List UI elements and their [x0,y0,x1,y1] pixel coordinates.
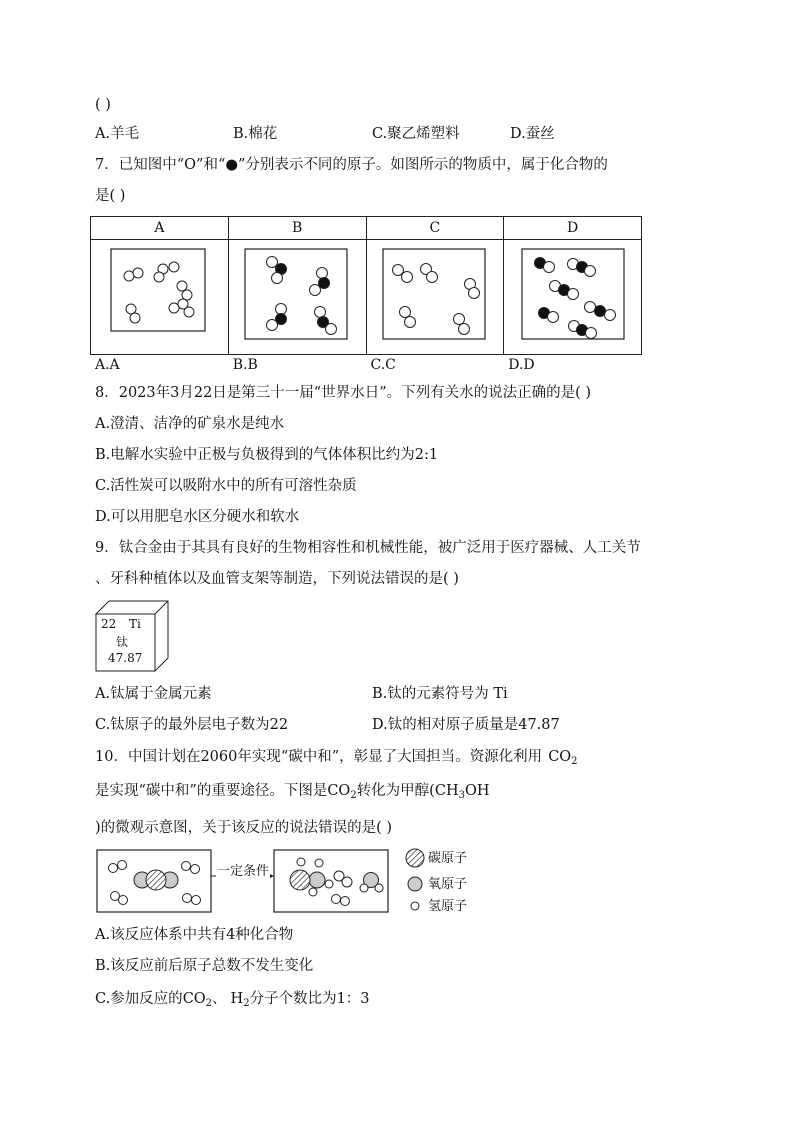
q9-option-b: B.钛的元素符号为 Ti [372,686,508,702]
q10-option-b: B.该反应前后原子总数不发生变化 [95,958,314,974]
element-atomic-mass: 47.87 [108,651,143,665]
legend-carbon: 碳原子 [428,851,468,866]
q10-option-c-b: 、 [212,991,227,1007]
co2-sub: 2 [571,756,578,767]
q6-option-c: C.聚乙烯塑料 [372,126,460,142]
q7-cell-d [504,240,642,373]
co2-sub-2: 2 [350,790,357,801]
q10-stem-line1-text: 10．中国计划在2060年实现“碳中和”，彰显了大国担当。资源化利用 [95,749,543,765]
q7-option-a: A.A [95,357,120,373]
q9-option-c: C.钛原子的最外层电子数为22 [95,717,289,733]
q10-stem-line2-a: 是实现“碳中和”的重要途径。下图是 [95,783,328,799]
q10-stem-line1 [95,747,578,772]
co2-sub-3: 2 [205,998,213,1009]
q8-option-c: C.活性炭可以吸附水中的所有可溶性杂质 [95,478,357,494]
q7-cell-b [228,240,366,373]
q7-stem-line2: 是( ) [95,188,126,204]
q6-paren: ( ) [95,97,111,113]
q7-header-b: B [228,217,366,240]
q7-option-c: C.C [370,357,396,373]
q10-option-c-c: 分子个数比为1：3 [249,991,370,1007]
reaction-condition-label: 一定条件 [216,862,270,882]
q7-diagram-a [91,240,229,354]
q9-stem-line1: 9．钛合金由于其具有良好的生物相容性和机械性能，被广泛用于医疗器械、人工关节 [95,540,641,556]
q7-table [90,216,642,373]
q7-option-b: B.B [232,357,258,373]
q10-stem-line2-b: 转化为甲醇(CH [356,783,459,799]
q8-option-b: B.电解水实验中正极与负极得到的气体体积比约为2:1 [95,447,439,463]
co2-co: CO [548,749,572,765]
q6-option-b: B.棉花 [233,126,278,142]
legend-oxygen: 氧原子 [428,877,468,892]
q8-stem: 8．2023年3月22日是第三十一届“世界水日”。下列有关水的说法正确的是( ) [95,385,592,401]
q7-header-c: C [366,217,504,240]
q9-option-d: D.钛的相对原子质量是47.87 [372,717,560,733]
q7-stem-line1: 7．已知图中“O”和“●”分别表示不同的原子。如图所示的物质中，属于化合物的 [95,157,608,173]
q10-stem-line2 [95,781,490,806]
co2-formula [548,749,577,765]
q7-diagram-d [504,240,642,354]
legend-hydrogen: 氢原子 [428,899,468,914]
q6-option-d: D.蚕丝 [510,126,555,142]
q10-option-c [95,989,370,1014]
h2-h: H [230,991,244,1007]
q7-header-d: D [504,217,642,240]
q7-cell-c [366,240,504,373]
h2-sub: 2 [243,998,250,1009]
q9-option-a: A.钛属于金属元素 [95,686,212,702]
legend-symbols [403,846,427,918]
q7-cell-a [91,240,229,373]
q7-diagram-c [367,240,505,354]
co2-co-3: CO [182,991,206,1007]
co2-co-2: CO [327,783,351,799]
q7-option-d: D.D [508,357,535,373]
q10-stem-line2-c: OH [464,783,490,799]
element-card-titanium [95,600,169,672]
element-name: 钛 [116,635,129,649]
h2-formula [231,991,250,1007]
co2-formula-2 [327,783,356,799]
element-symbol: Ti [129,617,141,631]
q7-diagram-b [229,240,367,354]
q7-header-a: A [91,217,229,240]
q8-option-d: D.可以用肥皂水区分硬水和软水 [95,509,300,525]
q10-option-a: A.该反应体系中共有4种化合物 [95,927,294,943]
q6-option-a: A.羊毛 [95,126,140,142]
q10-option-c-a: C.参加反应的 [95,991,183,1007]
q10-stem-line3: )的微观示意图，关于该反应的说法错误的是( ) [95,820,393,836]
ch3-sub: 3 [458,790,465,801]
element-atomic-number: 22 [101,617,117,631]
q9-stem-line2: 、牙科种植体以及血管支架等制造，下列说法错误的是( ) [95,571,459,587]
q8-option-a: A.澄清、洁净的矿泉水是纯水 [95,416,285,432]
